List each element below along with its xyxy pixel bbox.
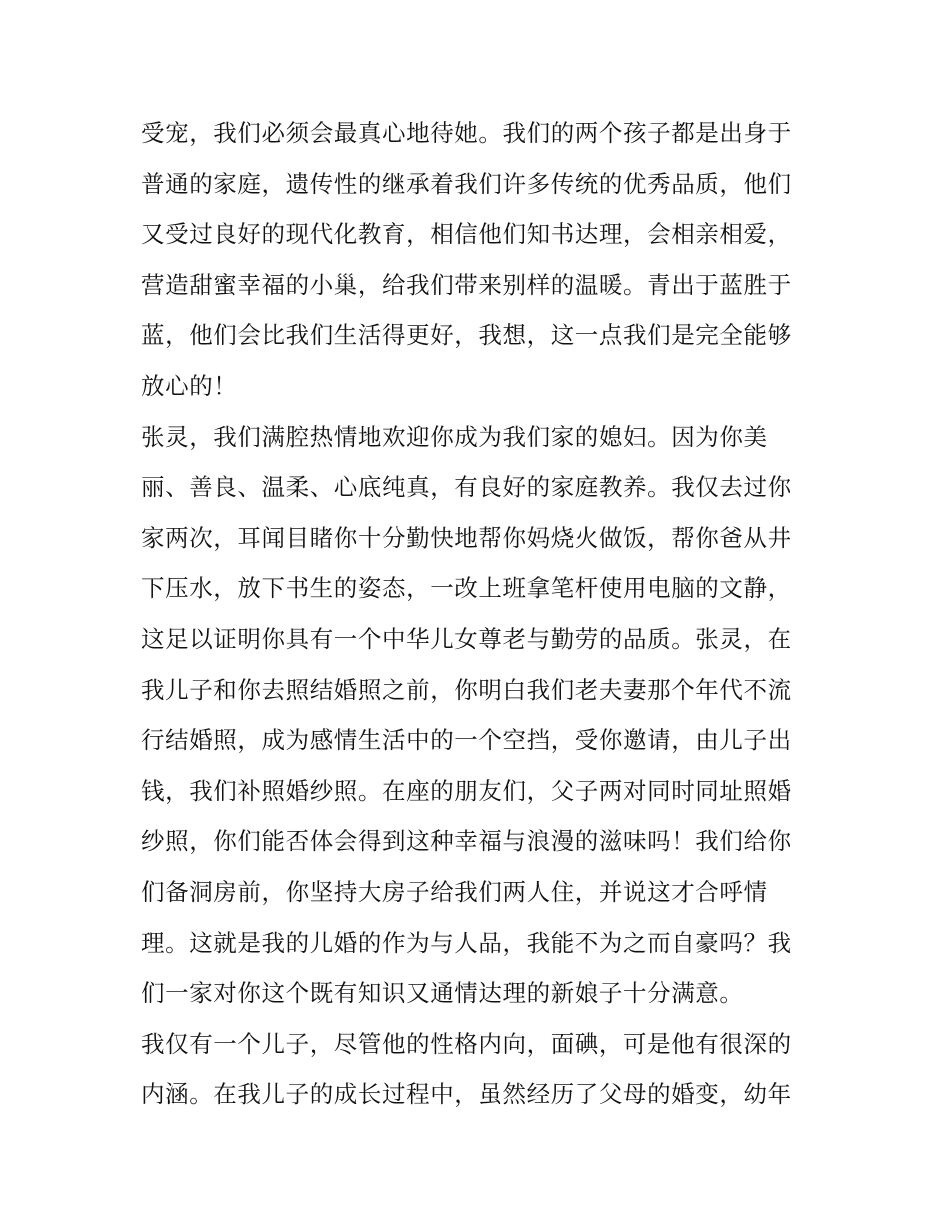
- text-line: 钱，我们补照婚纱照。在座的朋友们，父子两对同时同址照婚: [141, 776, 792, 805]
- speech-text-body: [141, 108, 821, 1120]
- text-line: 们备洞房前，你坚持大房子给我们两人住，并说这才合呼情: [141, 877, 768, 906]
- text-line: 受宠，我们必须会最真心地待她。我们的两个孩子都是出身于: [141, 119, 792, 147]
- text-line: 行结婚照，成为感情生活中的一个空挡，受你邀请，由儿子出: [141, 726, 792, 755]
- text-line: 营造甜蜜幸福的小巢，给我们带来别样的温暖。青出于蓝胜于: [141, 270, 792, 299]
- text-line: 下压水，放下书生的姿态，一改上班拿笔杆使用电脑的文静，: [141, 574, 792, 603]
- text-line: 纱照，你们能否体会得到这种幸福与浪漫的滋味吗！我们给你: [141, 827, 792, 856]
- text-line: 我儿子和你去照结婚照之前，你明白我们老夫妻那个年代不流: [141, 675, 792, 704]
- text-line: 蓝，他们会比我们生活得更好，我想，这一点我们是完全能够: [141, 321, 792, 350]
- text-line: 丽、善良、温柔、心底纯真，有良好的家庭教养。我仅去过你: [141, 473, 792, 502]
- text-line: 放心的！: [141, 371, 238, 400]
- text-line: 们一家对你这个既有知识又通情达理的新娘子十分满意。: [141, 979, 744, 1008]
- text-line: 家两次，耳闻目睹你十分勤快地帮你妈烧火做饭，帮你爸从井: [141, 523, 792, 552]
- text-line: 这足以证明你具有一个中华儿女尊老与勤劳的品质。张灵，在: [141, 624, 792, 653]
- text-line: 普通的家庭，遗传性的继承着我们许多传统的优秀品质，他们: [141, 169, 792, 198]
- text-line: 内涵。在我儿子的成长过程中，虽然经历了父母的婚变，幼年: [141, 1080, 792, 1109]
- text-line: 我仅有一个儿子，尽管他的性格内向，面碘，可是他有很深的: [141, 1029, 792, 1058]
- text-line: 张灵，我们满腔热情地欢迎你成为我们家的媳妇。因为你美: [141, 422, 768, 451]
- text-line: 又受过良好的现代化教育，相信他们知书达理，会相亲相爱，: [141, 220, 792, 249]
- text-line: 理。这就是我的儿婚的作为与人品，我能不为之而自豪吗？我: [141, 928, 792, 957]
